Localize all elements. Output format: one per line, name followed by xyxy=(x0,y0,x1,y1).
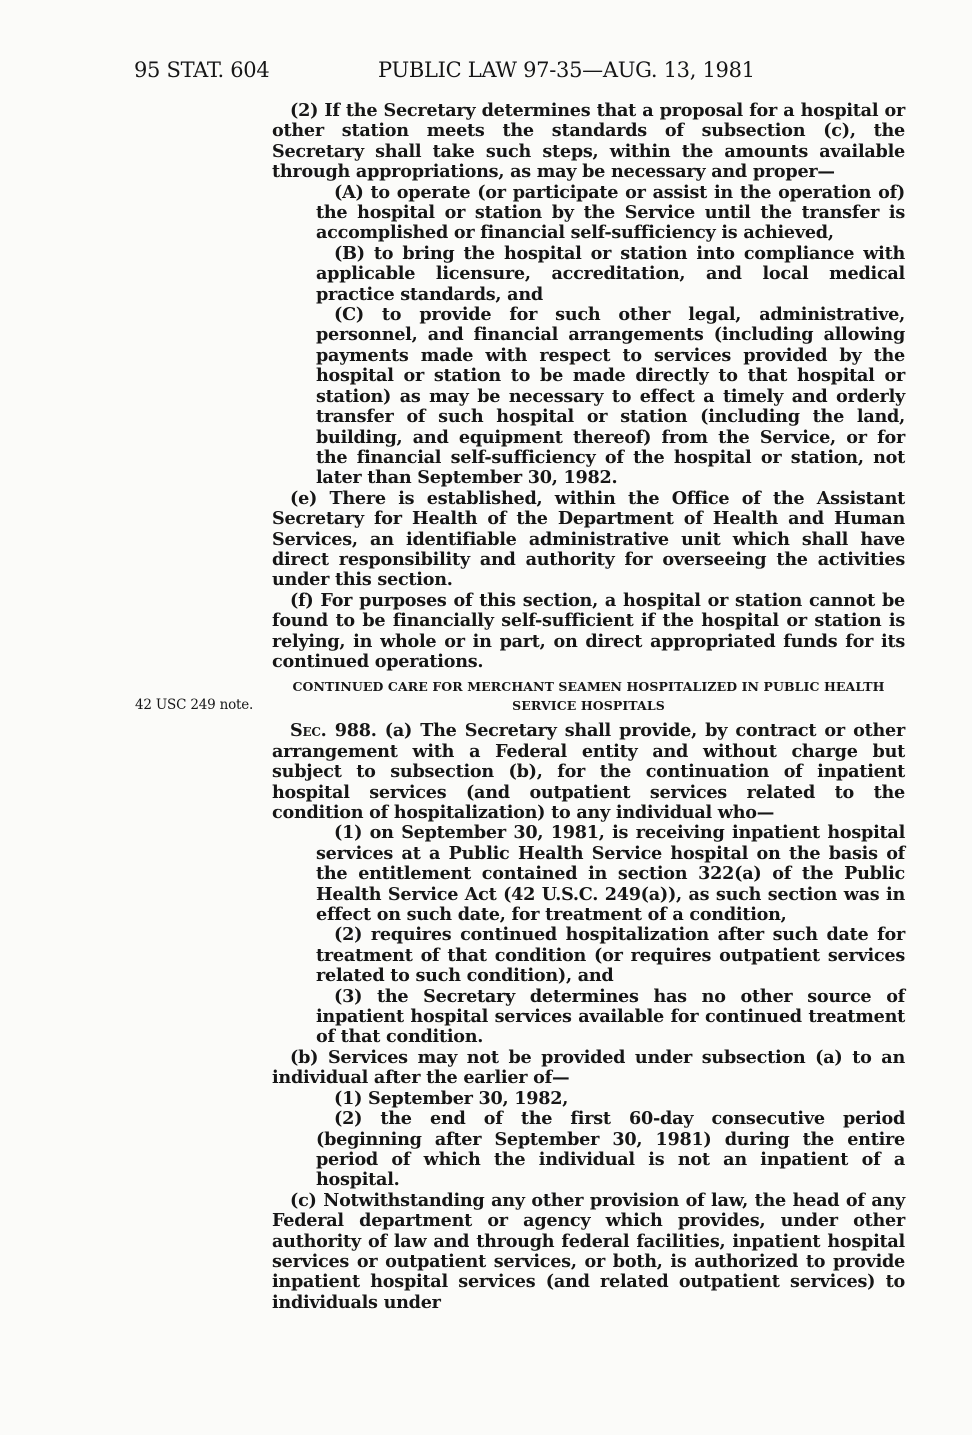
paragraph-d2-a: (A) to operate (or participate or assist in the operation of) the hospital or station by the Service until the transfer is accomplished or financial self-sufficiency is achieved, xyxy=(316,181,905,244)
section-988-a-text: 988. (a) The Secretary shall provide, by contract or other arrangement with a Federal entity and without charge but subject to subsection (b), for the continuation of inpatient hospital services (and outpatient services related to the condition of hospitalization) to any individual who— xyxy=(272,720,905,823)
body-text-column xyxy=(272,101,905,1313)
paragraph-a3: (3) the Secretary determines has no other source of inpatient hospital services available for continued treatment of that condition. xyxy=(316,985,905,1048)
statute-page-reference: 95 STAT. 604 xyxy=(134,58,270,82)
section-label: Sec. xyxy=(290,720,327,742)
paragraph-b: (b) Services may not be provided under subsection (a) to an individual after the earlier of— xyxy=(272,1046,905,1089)
paragraph-d2-c: (C) to provide for such other legal, administrative, personnel, and financial arrangements (including allowing payments made with respect to services provided by the hospital or station to be made directly to that hospital or station) as may be necessary to effect a timely and orderly transfer of such hospital or station (including the land, building, and equipment thereof) from the Service, or for the financial self-sufficiency of the hospital or station, not later than September 30, 1982. xyxy=(316,304,905,489)
section-heading: CONTINUED CARE FOR MERCHANT SEAMEN HOSPITALIZED IN PUBLIC HEALTH SERVICE HOSPITALS xyxy=(292,679,885,714)
paragraph-e: (e) There is established, within the Office of the Assistant Secretary for Health of the Department of Health and Human Services, an identifiable administrative unit which shall have direct responsibility and authority for overseeing the activities under this section. xyxy=(272,487,905,591)
paragraph-d2: (2) If the Secretary determines that a proposal for a hospital or other station meets the standards of subsection (c), the Secretary shall take such steps, within the amounts available through appropriations, as may be necessary and proper— xyxy=(272,100,905,183)
margin-citation-note: 42 USC 249 note. xyxy=(135,697,254,713)
paragraph-c: (c) Notwithstanding any other provision of law, the head of any Federal department or agency which provides, under other authority of law and through federal facilities, inpatient hospital services or outpatient services, or both, is authorized to provide inpatient hospital services (and related outpatient services) to individuals under xyxy=(272,1189,905,1313)
paragraph-b1: (1) September 30, 1982, xyxy=(334,1087,569,1109)
paragraph-a1: (1) on September 30, 1981, is receiving inpatient hospital services at a Public Health Service hospital on the basis of the entitlement contained in section 322(a) of the Public Health Service Act (42 U.S.C. 249(a)), as such section was in effect on such date, for treatment of a condition, xyxy=(316,822,905,926)
paragraph-a2: (2) requires continued hospitalization after such date for treatment of that condition (or requires outpatient services related to such condition), and xyxy=(316,924,905,987)
section-988-a xyxy=(272,721,905,823)
paragraph-d2-b: (B) to bring the hospital or station into compliance with applicable licensure, accreditation, and local medical practice standards, and xyxy=(316,242,905,305)
law-title-header: PUBLIC LAW 97-35—AUG. 13, 1981 xyxy=(378,58,755,82)
paragraph-b2: (2) the end of the first 60-day consecutive period (beginning after September 30, 1981) during the entire period of which the individual is not an inpatient of a hospital. xyxy=(316,1108,905,1191)
paragraph-f: (f) For purposes of this section, a hospital or station cannot be found to be financially self-sufficient if the hospital or station is relying, in whole or in part, on direct appropriated funds for its continued operations. xyxy=(272,589,905,672)
